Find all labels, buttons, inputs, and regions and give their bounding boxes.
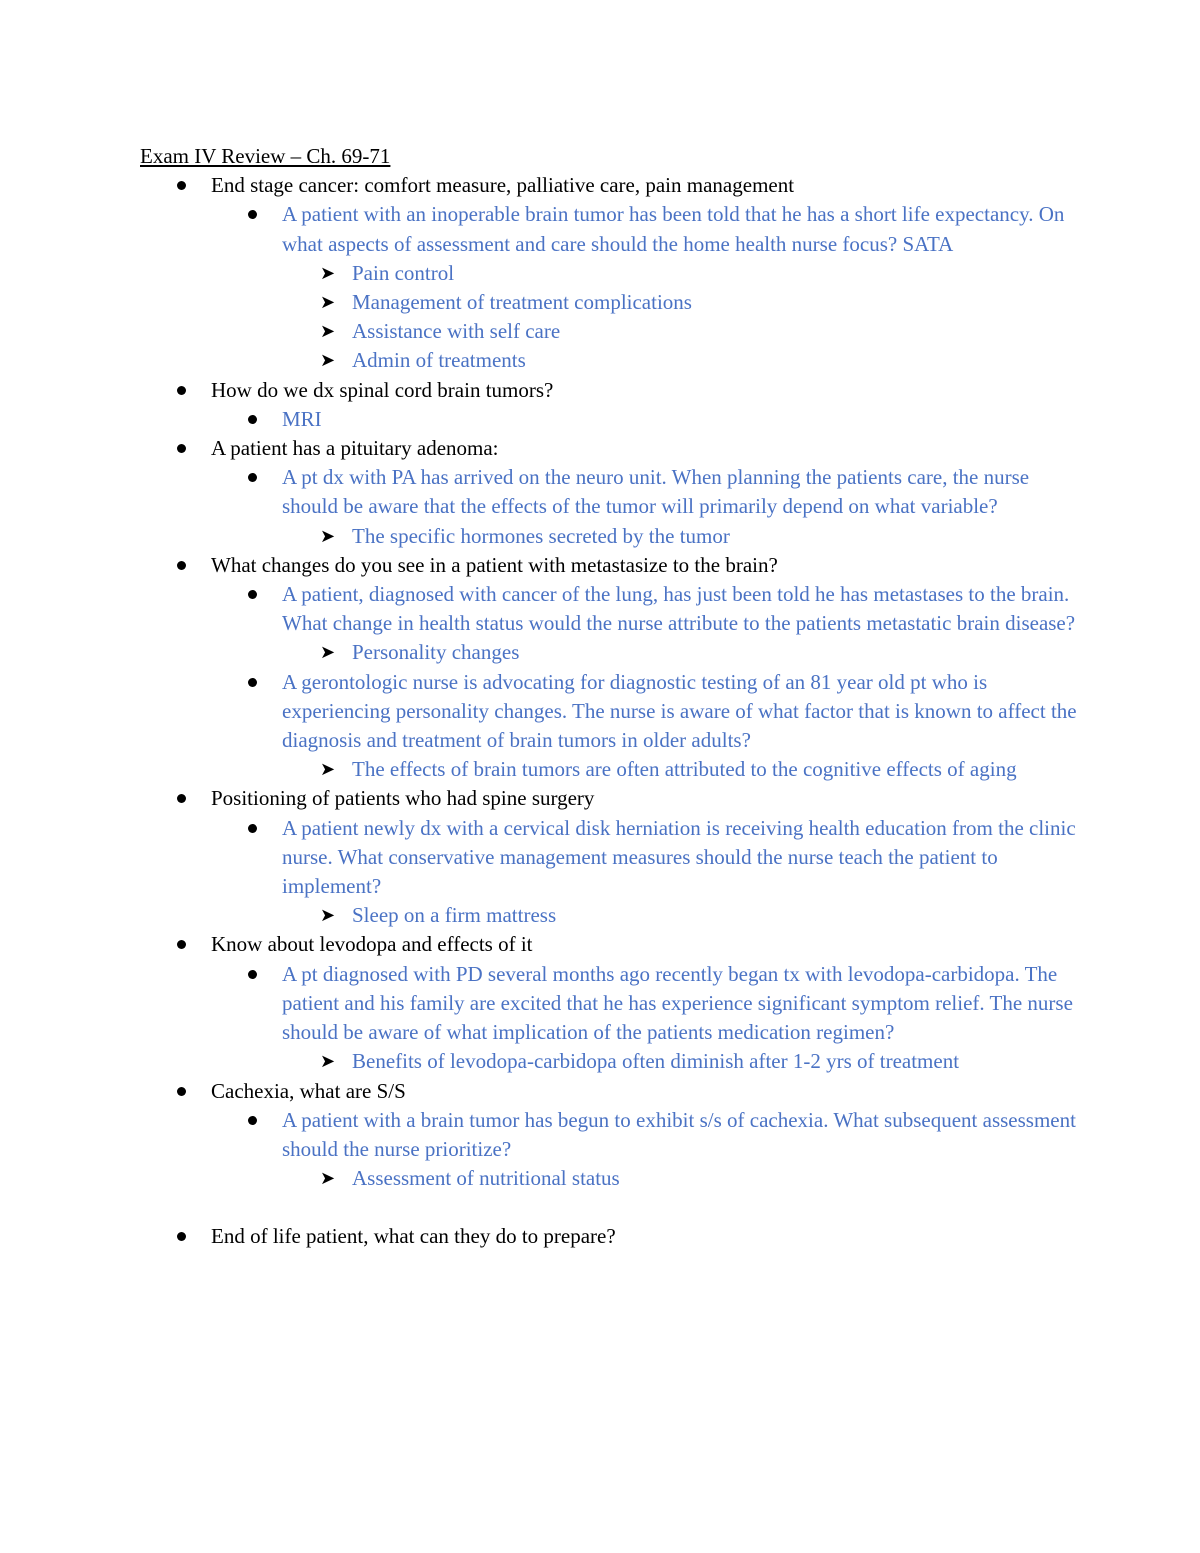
answer-text: Pain control [352,260,455,285]
question-text: A patient, diagnosed with cancer of the lung, has just been told he has metastases to the brain. What change in health status would the nurse attribute to the patients metastatic brain disease? [282,582,1076,636]
topic-text: End stage cancer: comfort measure, palliative care, pain management [211,173,795,198]
answer-text: Admin of treatments [352,348,526,373]
question-list [211,814,1080,931]
answer-item [320,755,1080,784]
question-list [211,200,1080,375]
arrow-bullet-icon: ➤ [320,525,336,546]
answer-list [282,901,1080,930]
topic-text: A patient has a pituitary adenoma: [211,436,499,461]
answer-list [282,1047,1080,1076]
answer-text: Sleep on a firm mattress [352,903,557,928]
answer-text: Benefits of levodopa-carbidopa often diminish after 1-2 yrs of treatment [352,1049,960,1074]
question-text: A gerontologic nurse is advocating for diagnostic testing of an 81 year old pt who is experiencing personality changes. The nurse is aware of what factor that is known to affect the diagnosis and treatment of brain tumors in older adults? [282,669,1077,753]
arrow-bullet-icon: ➤ [320,1168,336,1189]
topic-item [211,784,1080,930]
arrow-bullet-icon: ➤ [320,642,336,663]
answer-list [282,259,1080,376]
question-text: A pt dx with PA has arrived on the neuro unit. When planning the patients care, the nurse should be aware that the effects of the tumor will primarily depend on what variable? [282,465,1030,519]
blank-line [211,1193,1080,1222]
answer-item [320,259,1080,288]
topic-text: How do we dx spinal cord brain tumors? [211,377,554,402]
topic-text: What changes do you see in a patient with metastasize to the brain? [211,552,778,577]
topic-item [211,171,1080,375]
topic-item [211,1077,1080,1194]
question-list [211,1106,1080,1194]
topic-text: Know about levodopa and effects of it [211,932,533,957]
answer-list [282,522,1080,551]
question-item [282,463,1080,551]
answer-item [320,638,1080,667]
topic-text: End of life patient, what can they do to prepare? [211,1224,616,1249]
topic-text: Positioning of patients who had spine surgery [211,786,595,811]
answer-text: Management of treatment complications [352,290,692,315]
topic-item [211,434,1080,551]
answer-list [282,755,1080,784]
topic-item [211,551,1080,785]
arrow-bullet-icon: ➤ [320,905,336,926]
question-list [211,580,1080,784]
document-title: Exam IV Review – Ch. 69-71 [140,144,391,168]
question-item [282,1106,1080,1194]
topic-item [211,376,1080,434]
answer-text: Assessment of nutritional status [352,1166,620,1191]
question-item [282,960,1080,1077]
question-item [282,580,1080,668]
answer-item [320,288,1080,317]
question-text: A pt diagnosed with PD several months ago recently began tx with levodopa-carbidopa. The patient and his family are excited that he has experience significant symptom relief. The nurse should be aware of what implication of the patients medication regimen? [282,961,1073,1045]
topic-item [211,930,1080,1076]
question-text: A patient with a brain tumor has begun to exhibit s/s of cachexia. What subsequent assessment should the nurse prioritize? [282,1107,1076,1161]
arrow-bullet-icon: ➤ [320,292,336,313]
answer-text: Personality changes [352,640,520,665]
topic-item [211,1222,1080,1251]
question-text: A patient with an inoperable brain tumor has been told that he has a short life expectancy. On what aspects of assessment and care should the home health nurse focus? SATA [282,202,1065,256]
answer-item [320,1047,1080,1076]
answer-item [320,901,1080,930]
document-body [140,142,1080,1252]
question-text: MRI [282,406,322,431]
question-item [282,814,1080,931]
question-item [282,668,1080,785]
question-item [282,405,1080,434]
question-list [211,405,1080,434]
answer-list [282,638,1080,667]
question-list [211,463,1080,551]
question-item [282,200,1080,375]
arrow-bullet-icon: ➤ [320,759,336,780]
answer-text: Assistance with self care [352,319,561,344]
answer-item [320,1164,1080,1193]
question-list [211,960,1080,1077]
answer-list [282,1164,1080,1193]
answer-text: The effects of brain tumors are often attributed to the cognitive effects of aging [352,757,1017,782]
arrow-bullet-icon: ➤ [320,350,336,371]
topic-text: Cachexia, what are S/S [211,1078,406,1103]
answer-item [320,522,1080,551]
arrow-bullet-icon: ➤ [320,262,336,283]
arrow-bullet-icon: ➤ [320,321,336,342]
arrow-bullet-icon: ➤ [320,1051,336,1072]
topic-list [140,171,1080,1251]
answer-item [320,346,1080,375]
question-text: A patient newly dx with a cervical disk herniation is receiving health education from the clinic nurse. What conservative management measures should the nurse teach the patient to implement? [282,815,1076,899]
answer-text: The specific hormones secreted by the tumor [352,523,730,548]
answer-item [320,317,1080,346]
